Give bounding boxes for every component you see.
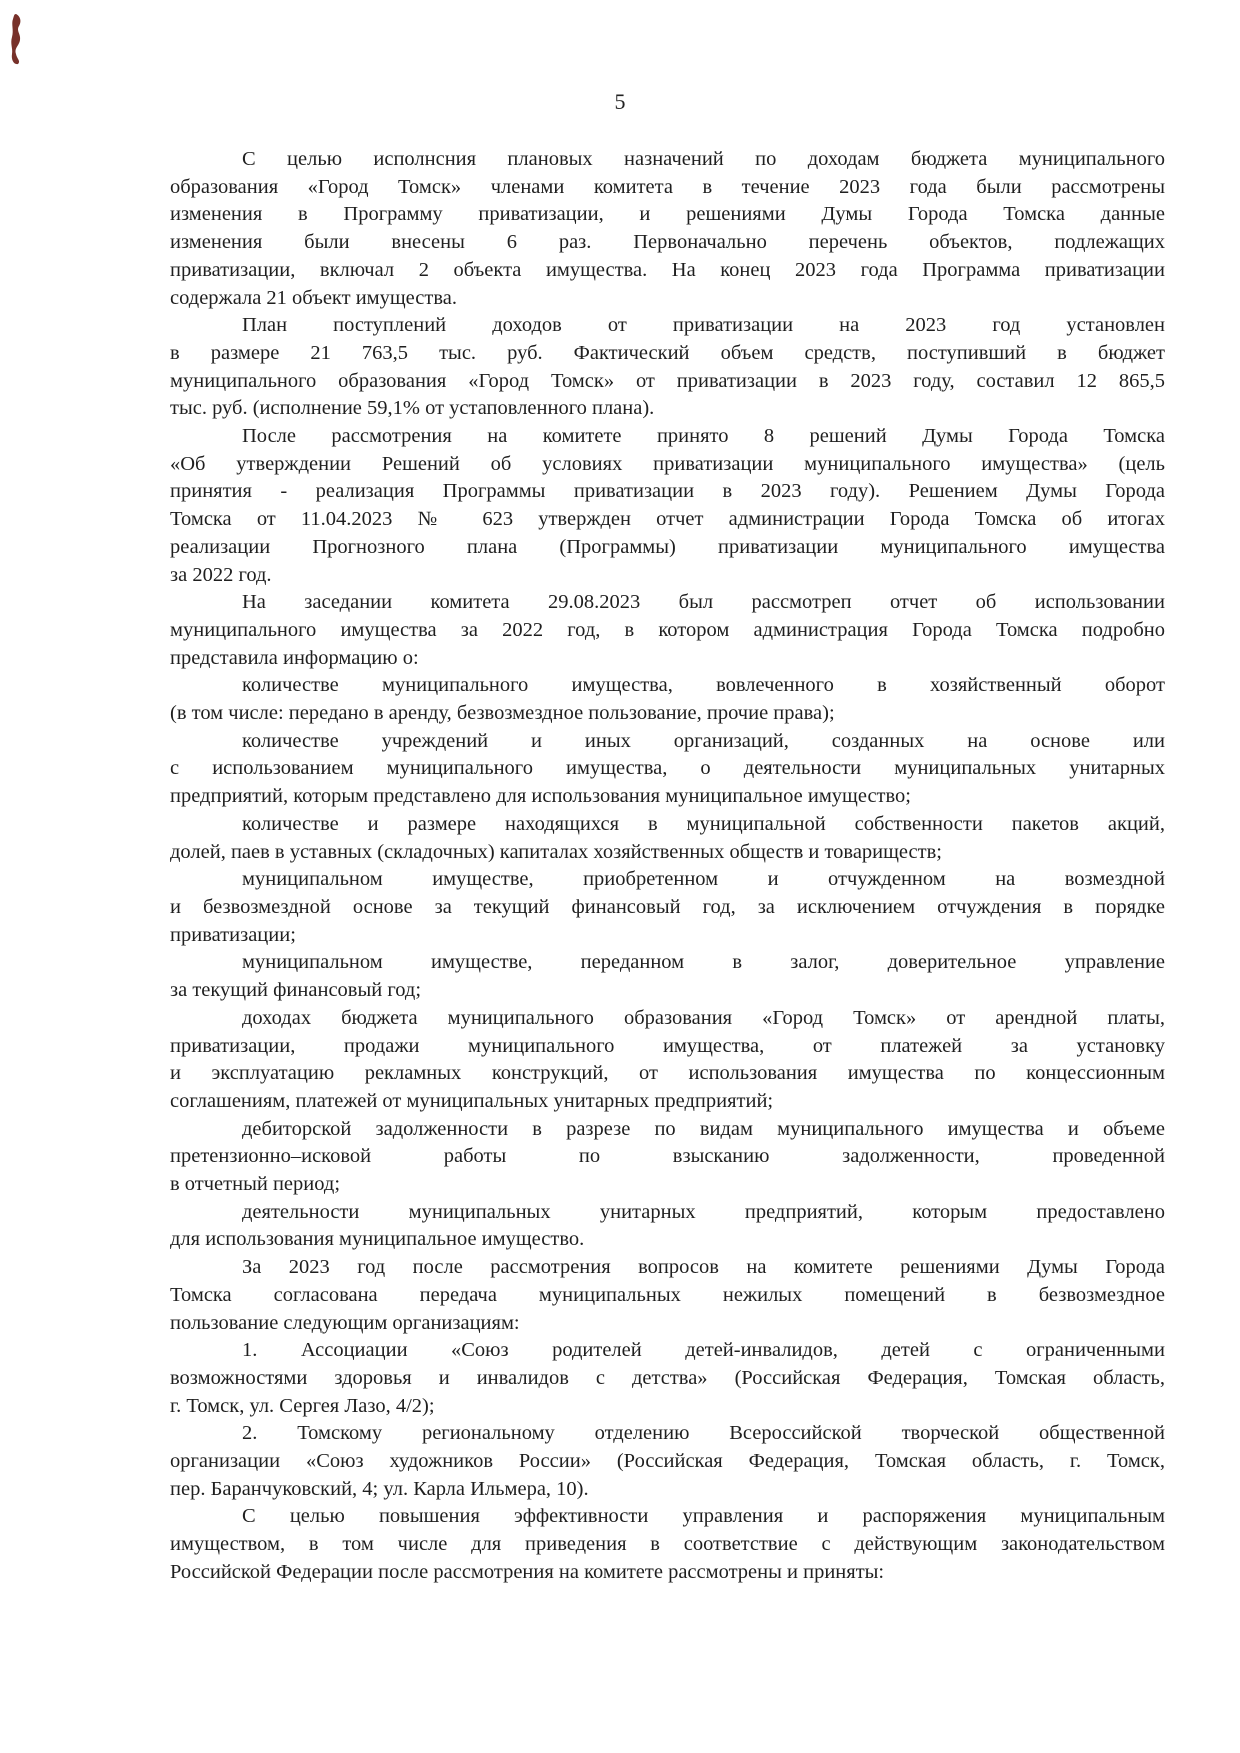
text-line: за 2022 год. [170,563,272,586]
text-line: План поступлений доходов от приватизации на 2023 год установлен [242,314,1165,337]
text-line: Томска от 11.04.2023 № 623 утвержден отчет администрации Города Томска об итогах [170,508,1165,531]
text-line: возможностями здоровья и инвалидов с детства» (Российская Федерация, Томская область, [170,1366,1165,1389]
text-line: г. Томск, ул. Сергея Лазо, 4/2); [170,1394,435,1417]
text-line: содержала 21 объект имущества. [170,286,457,309]
text-line: претензионно–исковой работы по взысканию задолженности, проведенной [170,1145,1165,1168]
text-line: имуществом, в том числе для приведения в соответствие с действующим законодательством [170,1533,1165,1556]
text-line: в размере 21 763,5 тыс. руб. Фактический объем средств, поступивший в бюджет [170,341,1165,364]
text-line: (в том числе: передано в аренду, безвозмездное пользование, прочие права); [170,702,835,725]
text-line: муниципальном имуществе, переданном в залог, доверительное управление [242,951,1165,974]
text-line: приватизации, продажи муниципального имущества, от платежей за установку [170,1034,1165,1057]
text-line: представила информацию о: [170,646,419,669]
text-line: муниципального образования «Город Томск» от приватизации в 2023 году, составил 12 865,5 [170,369,1165,392]
text-line: С целью повышения эффективности управления и распоряжения муниципальным [242,1505,1165,1528]
text-line: предприятий, которым представлено для использования муниципальное имущество; [170,785,911,808]
ink-mark [6,12,30,66]
text-line: деятельности муниципальных унитарных предприятий, которым предоставлено [242,1200,1165,1223]
text-line: Российской Федерации после рассмотрения на комитете рассмотрены и приняты: [170,1560,885,1583]
text-line: количестве учреждений и иных организаций, созданных на основе или [242,729,1165,752]
text-line: После рассмотрения на комитете принято 8 решений Думы Города Томска [242,425,1165,448]
text-line: Томска согласована передача муниципальных нежилых помещений в безвозмездное [170,1283,1165,1306]
text-line: «Об утверждении Решений об условиях приватизации муниципального имущества» (цель [170,452,1165,475]
text-line: тыс. руб. (исполнение 59,1% от устаповленного плана). [170,397,655,420]
text-line: количестве и размере находящихся в муниципальной собственности пакетов акций, [242,812,1165,835]
text-line: и эксплуатацию рекламных конструкций, от использования имущества по концессионным [170,1062,1165,1085]
text-line: долей, паев в уставных (складочных) капиталах хозяйственных обществ и товариществ; [170,840,942,863]
document-body [170,146,1165,1587]
text-line: в отчетный период; [170,1173,341,1196]
text-line: доходах бюджета муниципального образования «Город Томск» от арендной платы, [242,1006,1165,1029]
page-number: 5 [614,89,626,114]
text-line: принятия - реализация Программы приватизации в 2023 году). Решением Думы Города [170,480,1165,503]
text-line: За 2023 год после рассмотрения вопросов на комитете решениями Думы Города [242,1256,1165,1279]
text-line: приватизации; [170,923,296,946]
text-line: за текущий финансовый год; [170,979,422,1002]
text-line: пользование следующим организациям: [170,1311,520,1334]
text-line: 2. Томскому региональному отделению Всероссийской творческой общественной [242,1422,1165,1445]
text-line: приватизации, включал 2 объекта имущества. На конец 2023 года Программа приватизации [170,258,1165,281]
text-line: образования «Город Томск» членами комитета в течение 2023 года были рассмотрены [170,175,1165,198]
text-line: изменения были внесены 6 раз. Первоначально перечень объектов, подлежащих [170,231,1165,254]
text-line: количестве муниципального имущества, вовлеченного в хозяйственный оборот [242,674,1165,697]
text-line: 1. Ассоциации «Союз родителей детей-инвалидов, детей с ограниченными [242,1339,1165,1362]
text-line: для использования муниципальное имущество. [170,1228,585,1251]
text-line: муниципальном имуществе, приобретенном и отчужденном на возмездной [242,868,1165,891]
text-line: соглашениям, платежей от муниципальных унитарных предприятий; [170,1089,774,1112]
text-line: и безвозмездной основе за текущий финансовый год, за исключением отчуждения в порядке [170,895,1165,918]
text-line: реализации Прогнозного плана (Программы) приватизации муниципального имущества [170,535,1165,558]
text-line: изменения в Программу приватизации, и решениями Думы Города Томска данные [170,203,1165,226]
text-line: С целью исполнсния плановых назначений по доходам бюджета муниципального [242,148,1165,170]
text-line: пер. Баранчуковский, 4; ул. Карла Ильмера, 10). [170,1477,589,1500]
text-line: муниципального имущества за 2022 год, в котором администрация Города Томска подробно [170,618,1165,641]
text-line: дебиторской задолженности в разрезе по видам муниципального имущества и объеме [242,1117,1165,1140]
text-line: организации «Союз художников России» (Российская Федерация, Томская область, г. Томск, [170,1450,1165,1473]
text-line: с использованием муниципального имущества, о деятельности муниципальных унитарных [170,757,1165,780]
text-line: На заседании комитета 29.08.2023 был рассмотреп отчет об использовании [242,591,1165,614]
